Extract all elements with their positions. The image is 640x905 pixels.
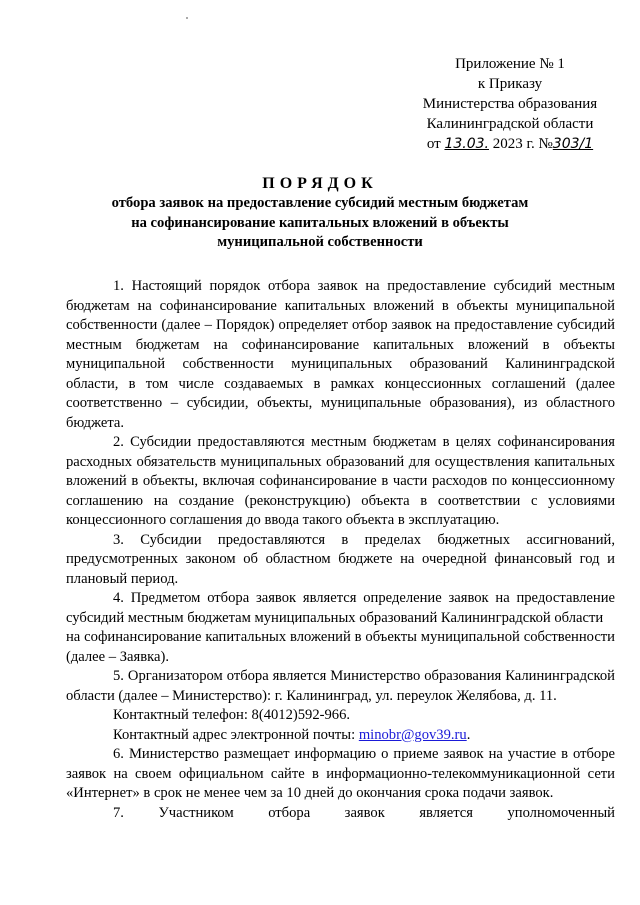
title-line-2: на софинансирование капитальных вложений в объекты [131, 214, 509, 231]
handwritten-number: 303/1 [552, 136, 594, 152]
document-title [60, 174, 580, 253]
paragraph-6: 6. Министерство размещает информацию о приеме заявок на участие в отборе заявок на своем официальном сайте в информационно-телекоммуникационной сети «Интернет» в срок не менее чем за 10 дней до окончания срока подачи заявок. [66, 746, 615, 801]
paragraph-2: 2. Субсидии предоставляются местным бюджетам в целях софинансирования расходных обязательств муниципальных образований для осуществления капитальных вложений в объекты, включая софинансирование в части расходов по концессионному соглашению на создание (реконструкцию) объекта в соответствии с условиями концессионного соглашения до ввода такого объекта в эксплуатацию. [66, 434, 615, 528]
scan-speck [186, 17, 188, 19]
appendix-header [400, 54, 620, 154]
date-prefix: от [426, 136, 441, 152]
appendix-line-4: Калининградской области [426, 116, 594, 132]
email-period: . [466, 726, 471, 743]
paragraph-4-part-2: на софинансирование капитальных вложений в объекты муниципальной собственности (далее – Заявка). [66, 629, 615, 665]
title-heading: ПОРЯДОК [262, 175, 378, 192]
paragraph-5: 5. Организатором отбора является Министерство образования Калининградской области (далее – Министерство): г. Калининград, ул. переулок Желябова, д. 11. [66, 668, 615, 704]
document-body [66, 277, 615, 823]
contact-phone: Контактный телефон: 8(4012)592-966. [113, 707, 351, 723]
email-label: Контактный адрес электронной почты: [113, 726, 356, 743]
contact-email-line [66, 726, 615, 746]
appendix-line-3: Министерства образования [422, 96, 598, 112]
appendix-line-2: к Приказу [477, 76, 543, 92]
paragraph-3: 3. Субсидии предоставляются в пределах бюджетных ассигнований, предусмотренных законом об областном бюджете на очередной финансовый год и плановый период. [66, 531, 615, 587]
date-year: 2023 г. № [492, 136, 553, 152]
handwritten-date: 13.03. [444, 136, 489, 152]
appendix-line-1: Приложение № 1 [455, 56, 565, 72]
title-line-3: муниципальной собственности [217, 234, 423, 250]
email-link[interactable]: minobr@gov39.ru [358, 726, 467, 743]
paragraph-4-part-1: 4. Предметом отбора заявок является определение заявок на предоставление субсидий местным бюджетам муниципальных образований Калининградской области [66, 590, 615, 626]
title-line-1: отбора заявок на предоставление субсидий местным бюджетам [111, 195, 529, 211]
paragraph-1: 1. Настоящий порядок отбора заявок на предоставление субсидий местным бюджетам на софинансирование капитальных вложений в объекты муниципальной собственности (далее – Порядок) определяет отбор заявок на предоставление субсидий местным бюджетам на софинансирование капитальных вложений в объекты муниципальной собственности муниципальных образований Калининградской области, в том числе создаваемых в рамках концессионных соглашений (далее соответственно – субсидии, объекты, муниципальные образования), из областного бюджета. [66, 278, 615, 431]
paragraph-7: 7. Участником отбора заявок является уполномоченный [113, 804, 615, 821]
appendix-date-line [400, 134, 620, 154]
